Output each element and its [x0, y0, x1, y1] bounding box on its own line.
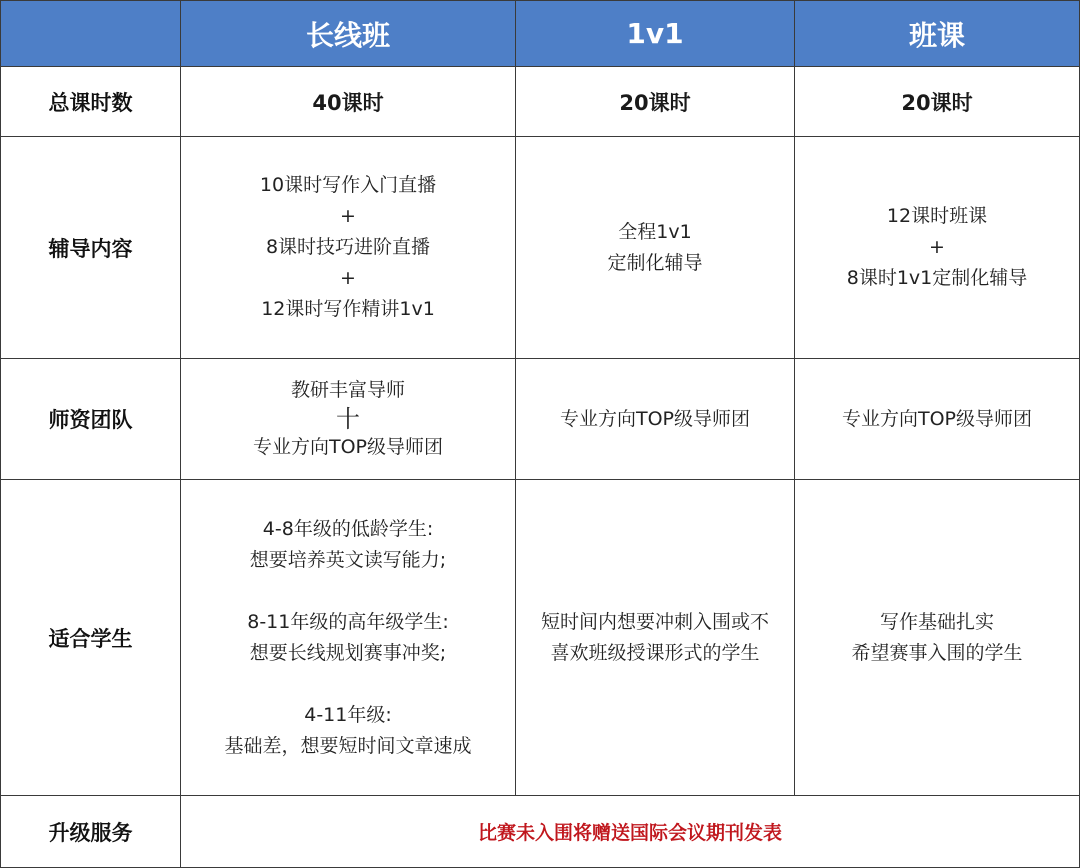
teachers-long-course — [181, 359, 516, 480]
teacher-line: 教研丰富导师 — [290, 379, 405, 401]
content-line: 定制化辅导 — [607, 251, 703, 274]
row-suitable-students — [1, 480, 1080, 796]
upgrade-service-note: 比赛未入围将赠送国际会议期刊发表 — [181, 796, 1080, 868]
student-line: 4-11年级: — [304, 703, 392, 726]
plus-symbol: 十 — [336, 405, 360, 433]
plus-symbol: + — [340, 205, 356, 227]
row-label-suitable-students: 适合学生 — [1, 480, 181, 796]
header-one-on-one: 1v1 — [516, 1, 795, 67]
content-line: 10课时写作入门直播 — [259, 174, 437, 196]
content-line: 8课时技巧进阶直播 — [265, 236, 431, 258]
header-class-course: 班课 — [795, 1, 1080, 67]
row-tutoring-content — [1, 137, 1080, 359]
student-line: 8-11年级的高年级学生: — [247, 610, 449, 633]
header-corner-cell — [1, 1, 181, 67]
student-line: 希望赛事入围的学生 — [851, 641, 1023, 664]
row-label-tutoring-content: 辅导内容 — [1, 137, 181, 359]
spacer — [187, 576, 509, 607]
student-line: 想要培养英文读写能力; — [249, 548, 447, 571]
student-line: 写作基础扎实 — [879, 610, 994, 633]
plus-symbol: + — [929, 236, 945, 258]
hours-one-on-one: 20课时 — [516, 67, 795, 137]
hours-class-course: 20课时 — [795, 67, 1080, 137]
student-line: 基础差，想要短时间文章速成 — [224, 734, 472, 757]
teacher-line: 专业方向TOP级导师团 — [841, 407, 1033, 430]
teachers-one-on-one — [516, 359, 795, 480]
header-row — [1, 1, 1080, 67]
content-line: 12课时写作精讲1v1 — [261, 298, 435, 320]
spacer — [187, 669, 509, 700]
teacher-line: 专业方向TOP级导师团 — [252, 436, 444, 458]
student-line: 喜欢班级授课形式的学生 — [550, 641, 760, 664]
content-line: 12课时班课 — [886, 205, 988, 227]
row-total-hours — [1, 67, 1080, 137]
students-long-course — [181, 480, 516, 796]
teachers-class-course — [795, 359, 1080, 480]
row-label-upgrade-service: 升级服务 — [1, 796, 181, 868]
plus-symbol: + — [340, 267, 356, 289]
content-class-course — [795, 137, 1080, 359]
student-line: 4-8年级的低龄学生: — [262, 517, 434, 540]
row-label-total-hours: 总课时数 — [1, 67, 181, 137]
students-one-on-one — [516, 480, 795, 796]
content-one-on-one — [516, 137, 795, 359]
hours-long-course: 40课时 — [181, 67, 516, 137]
row-teaching-team — [1, 359, 1080, 480]
student-line: 想要长线规划赛事冲奖; — [249, 641, 447, 664]
header-long-course: 长线班 — [181, 1, 516, 67]
content-long-course — [181, 137, 516, 359]
content-line: 全程1v1 — [618, 220, 692, 243]
content-line: 8课时1v1定制化辅导 — [846, 267, 1028, 289]
row-label-teaching-team: 师资团队 — [1, 359, 181, 480]
teacher-line: 专业方向TOP级导师团 — [559, 407, 751, 430]
student-line: 短时间内想要冲刺入围或不 — [540, 610, 769, 633]
students-class-course — [795, 480, 1080, 796]
row-upgrade-service — [1, 796, 1080, 868]
